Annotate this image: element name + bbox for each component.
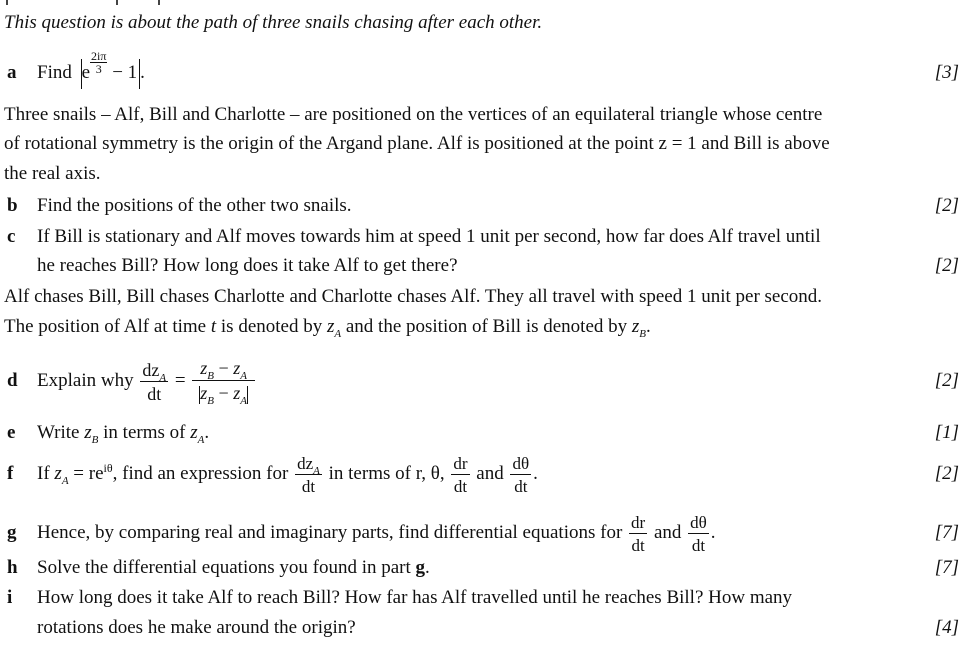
var-z-f: z xyxy=(54,463,62,484)
question-e-letter: e xyxy=(7,422,16,443)
question-f-end: . xyxy=(533,463,538,484)
dtheta-dt-fraction-g xyxy=(688,514,709,554)
top-edge-ticks xyxy=(0,0,979,6)
dr-g: dr xyxy=(631,512,646,532)
dt-f2: dt xyxy=(453,476,468,496)
question-c-marks: [2] xyxy=(934,255,959,276)
question-g-end: . xyxy=(710,522,716,543)
para2-post: and the position of Bill is denoted by xyxy=(345,316,628,337)
question-b-letter: b xyxy=(7,195,18,216)
question-i-text2: rotations does he make around the origin? xyxy=(37,617,356,638)
question-h-marks: [7] xyxy=(934,557,959,578)
dzA-dt-fraction-f xyxy=(295,455,322,495)
dzA-dt-fraction xyxy=(140,361,168,403)
question-e-end: . xyxy=(204,422,210,443)
question-b-text: Find the positions of the other two snails. xyxy=(37,195,352,216)
intro-text xyxy=(4,8,965,38)
question-g-letter: g xyxy=(7,522,17,543)
exp-base: e xyxy=(81,62,91,83)
para2-line1: Alf chases Bill, Bill chases Charlotte and Charlotte chases Alf. They all travel with speed 1 unit per second. xyxy=(4,286,823,307)
zA: z xyxy=(233,358,241,379)
para2-mid: is denoted by xyxy=(220,316,323,337)
question-h-text xyxy=(37,553,430,583)
question-b-marks: [2] xyxy=(934,195,959,216)
para2-end: . xyxy=(646,316,651,337)
question-h-letter: h xyxy=(7,557,18,578)
sub-B: B xyxy=(639,328,647,340)
sub-A-e: A xyxy=(197,434,205,446)
dtheta-g: dθ xyxy=(690,512,707,532)
question-i-marks: [4] xyxy=(934,617,959,638)
question-c-line2 xyxy=(4,251,969,281)
exp-numerator: 2iπ xyxy=(91,49,107,63)
question-a-prefix: Find xyxy=(37,62,72,83)
question-f-mid: , find an expression for xyxy=(112,463,289,484)
zB: z xyxy=(200,358,208,379)
question-g-body: Hence, by comparing real and imaginary parts, find differential equations for xyxy=(37,522,623,543)
question-i-line2 xyxy=(4,613,969,643)
sub-B-e: B xyxy=(91,434,99,446)
dtheta-dt-fraction xyxy=(510,455,531,495)
zB-den: z xyxy=(200,383,208,404)
var-z-b: z xyxy=(631,316,640,337)
equals: = xyxy=(174,370,186,391)
zA-den: z xyxy=(233,383,241,404)
dr: dr xyxy=(453,453,468,473)
question-e-mid: in terms of xyxy=(103,422,186,443)
question-e-marks: [1] xyxy=(934,422,959,443)
question-h xyxy=(4,553,969,583)
sub-A-f2: A xyxy=(313,464,320,477)
question-i-line1 xyxy=(4,583,969,613)
dz: dz xyxy=(142,359,160,380)
sub-A-d: A xyxy=(159,371,167,384)
dt-g: dt xyxy=(631,535,645,555)
dt-f: dt xyxy=(301,476,316,496)
question-f xyxy=(4,446,969,502)
var-z-e1: z xyxy=(84,422,92,443)
direction-fraction: $\frac{z_B - z_A}{z_B - z_A}$ xyxy=(192,359,255,404)
question-a-text xyxy=(37,49,145,92)
sub-B-d: B xyxy=(207,370,215,383)
question-e xyxy=(4,418,969,448)
question-c-letter: c xyxy=(7,226,16,247)
minus-one: − 1 xyxy=(112,62,138,83)
sub-A-f: A xyxy=(61,475,69,487)
question-e-pre: Write xyxy=(37,422,80,443)
question-a-letter: a xyxy=(7,62,17,83)
para2-line2 xyxy=(4,312,965,342)
question-f-marks: [2] xyxy=(934,463,959,484)
question-f-pre: If xyxy=(37,463,50,484)
question-f-letter: f xyxy=(7,463,14,484)
question-b xyxy=(4,191,969,221)
dr-dt-fraction-g xyxy=(629,514,647,554)
and-g: and xyxy=(653,522,682,543)
dr-dt-fraction xyxy=(451,455,469,495)
exp-fraction xyxy=(90,50,107,75)
exp-denominator: 3 xyxy=(95,62,102,76)
question-a xyxy=(4,49,969,92)
question-d xyxy=(4,350,969,412)
dt-g2: dt xyxy=(691,535,706,555)
question-c-text1: If Bill is stationary and Alf moves towards him at speed 1 unit per second, how far does Alf travel until xyxy=(37,226,821,247)
dt: dt xyxy=(147,383,162,404)
var-t: t xyxy=(210,316,217,337)
dz-f: dz xyxy=(297,453,314,473)
para1-line1: Three snails – Alf, Bill and Charlotte – are positioned on the vertices of an equilateral triangle whose centre xyxy=(4,104,823,125)
question-d-marks: [2] xyxy=(934,370,959,391)
question-d-text xyxy=(37,350,257,412)
para2-pre: The position of Alf at time xyxy=(4,316,207,337)
para1-line3: the real axis. xyxy=(4,163,101,184)
question-g-text xyxy=(37,508,716,558)
question-h-end: . xyxy=(425,557,430,578)
question-f-terms: in terms of r, θ, xyxy=(328,463,445,484)
question-h-pre: Solve the differential equations you found in part xyxy=(37,557,411,578)
question-i-letter: i xyxy=(7,587,13,608)
question-d-letter: d xyxy=(7,370,18,391)
dt-f3: dt xyxy=(514,476,528,496)
intro-sentence: This question is about the path of three snails chasing after each other. xyxy=(4,12,543,33)
part-ref: g xyxy=(415,557,426,578)
var-z-e2: z xyxy=(190,422,198,443)
sub-A-d2: A xyxy=(240,370,247,383)
question-g xyxy=(4,508,969,558)
question-a-marks: [3] xyxy=(934,62,959,83)
question-c-line1 xyxy=(4,222,969,252)
exp-itheta: iθ xyxy=(103,461,113,475)
and-f: and xyxy=(476,463,504,484)
sub-A-den: A xyxy=(240,395,247,408)
sub-B-den: B xyxy=(207,395,215,408)
question-a-end: . xyxy=(140,62,145,83)
question-d-prefix: Explain why xyxy=(37,370,134,391)
var-z: z xyxy=(326,316,335,337)
question-f-text xyxy=(37,446,538,504)
para1-line2: of rotational symmetry is the origin of the Argand plane. Alf is positioned at the point z = 1 and Bill is above xyxy=(4,133,830,154)
question-c-text2: he reaches Bill? How long does it take Alf to get there? xyxy=(37,255,458,276)
sub-A: A xyxy=(334,328,342,340)
dtheta: dθ xyxy=(512,453,530,473)
question-g-marks: [7] xyxy=(934,522,959,543)
equals-re: = re xyxy=(73,463,104,484)
question-i-text1: How long does it take Alf to reach Bill? How far has Alf travelled until he reaches Bill? How many xyxy=(37,587,793,608)
